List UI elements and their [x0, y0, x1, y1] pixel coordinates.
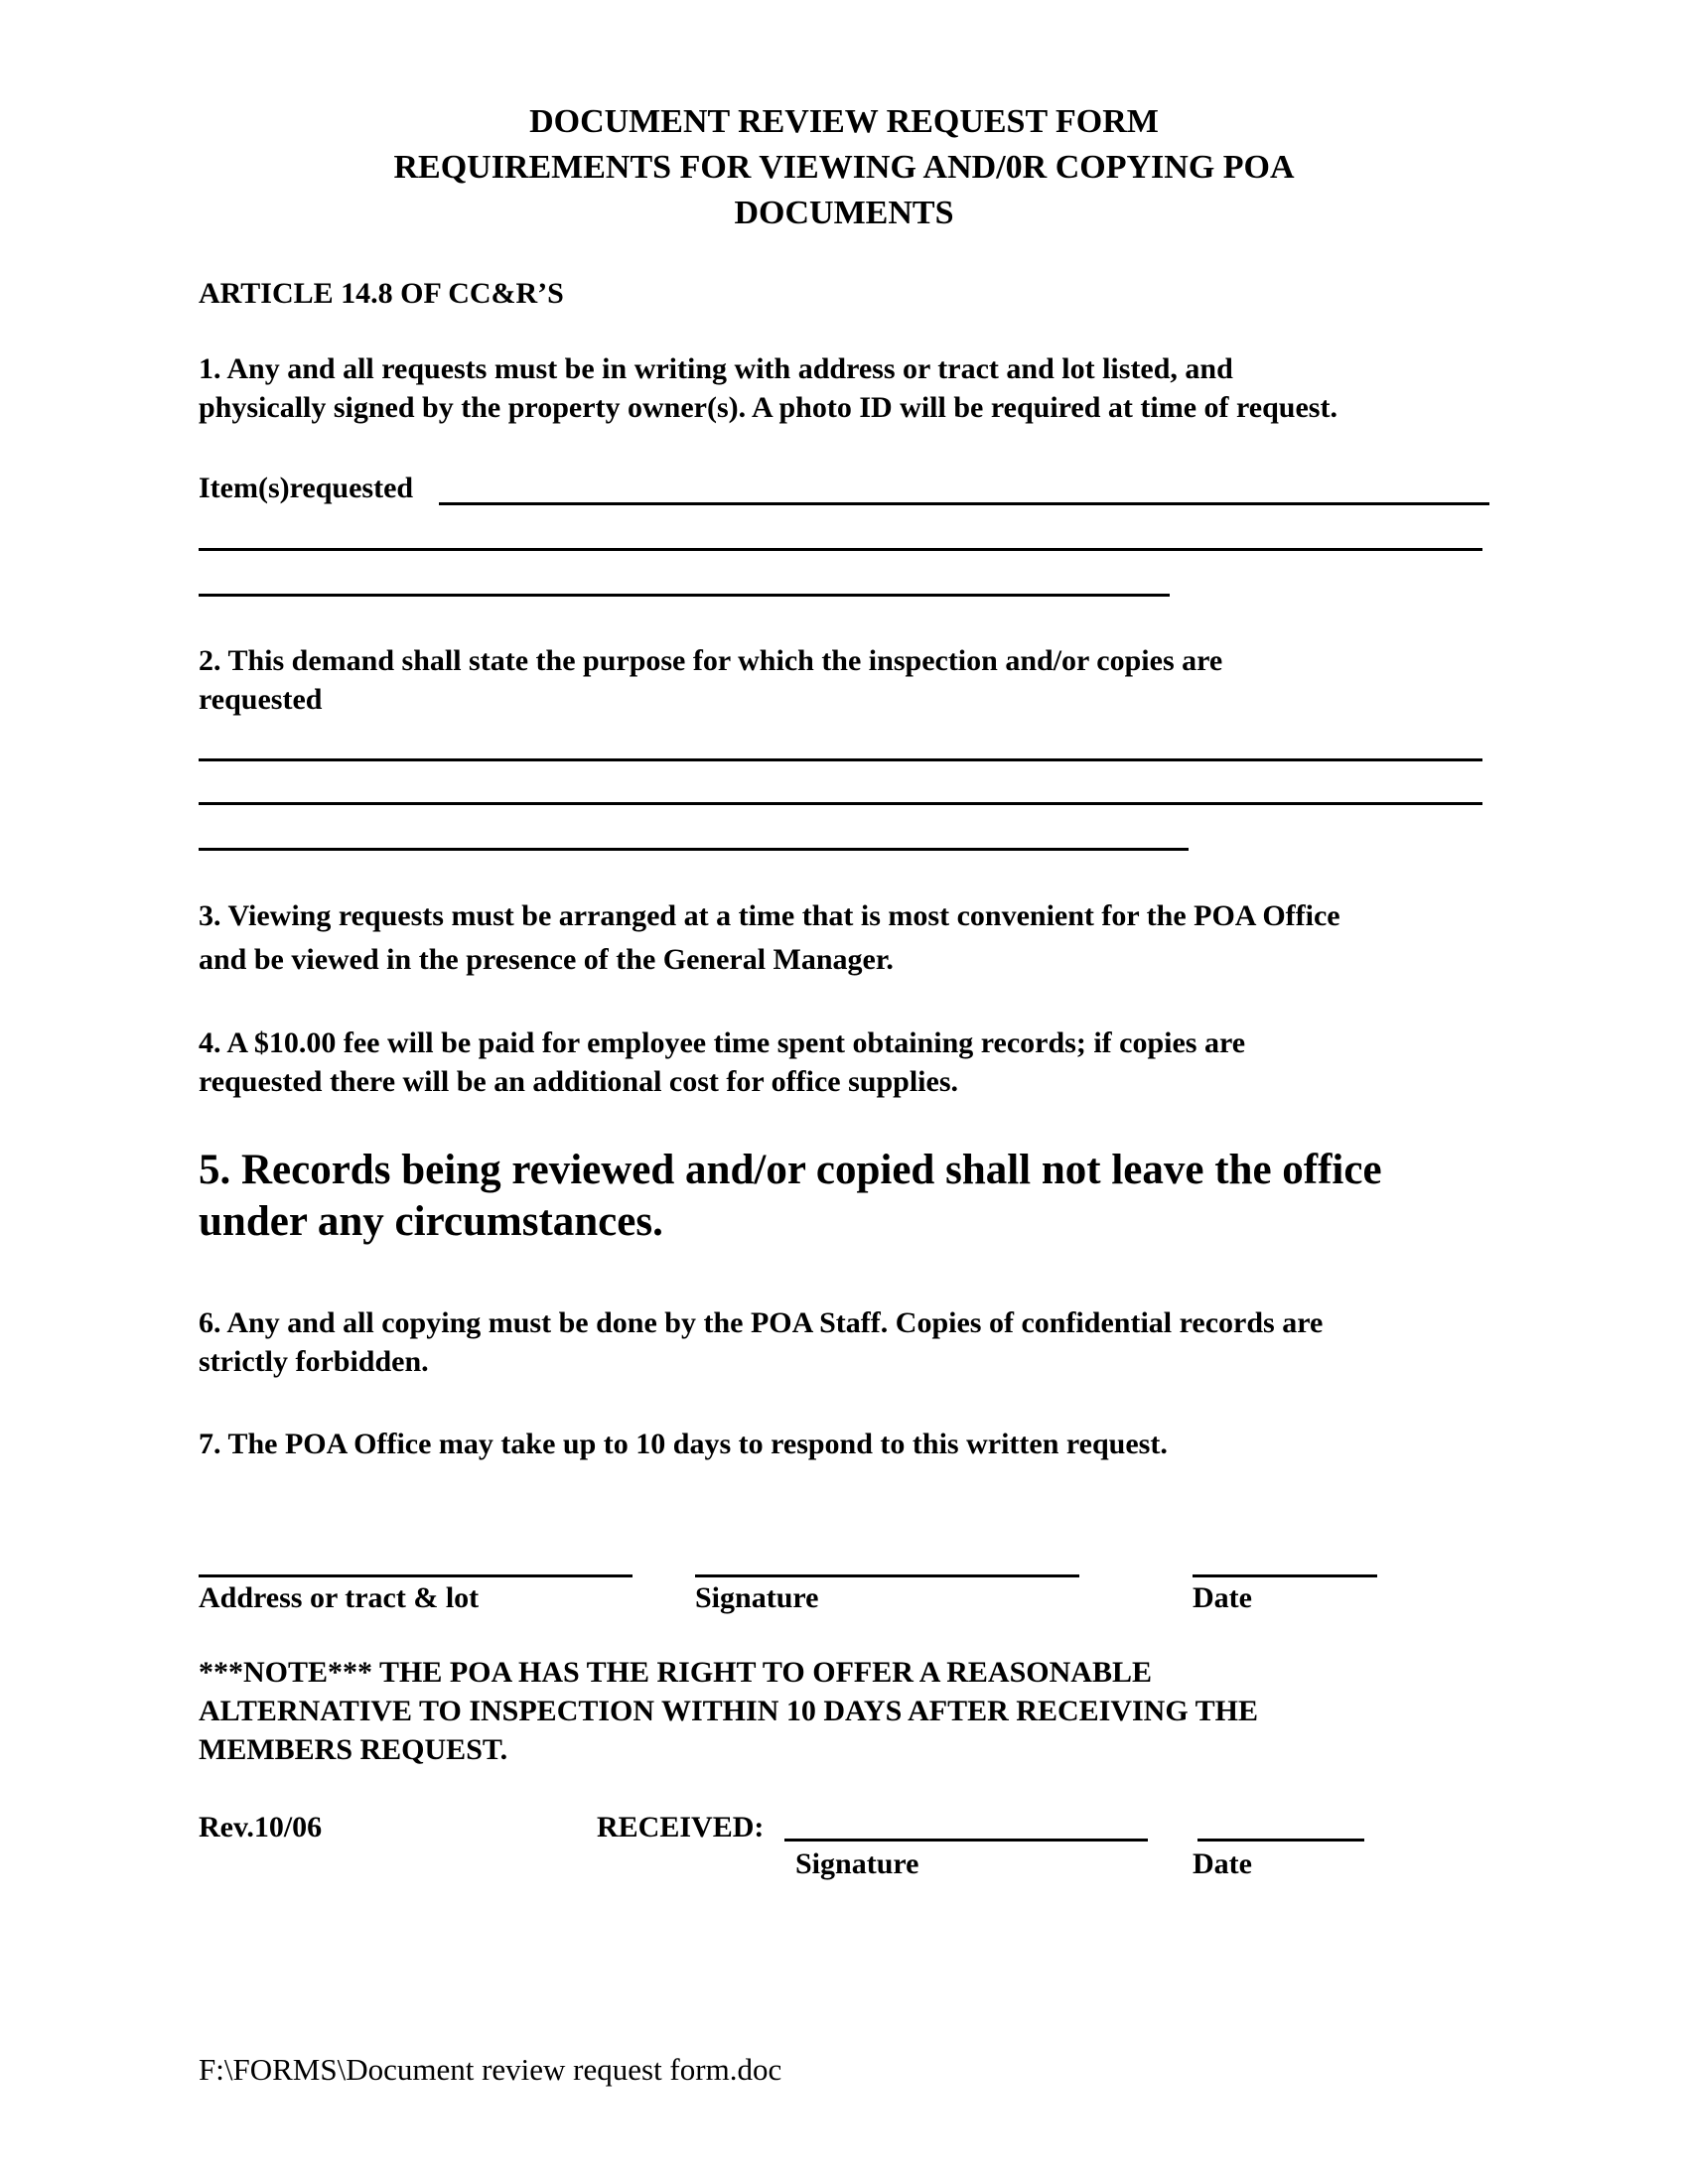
items-requested-field[interactable] [439, 502, 1489, 505]
item-6-text: 6. Any and all copying must be done by the POA Staff. Copies of confidential records are [199, 1306, 1324, 1339]
item-5-text-continued: under any circumstances. [199, 1198, 663, 1245]
form-subtitle-continued: DOCUMENTS [734, 195, 954, 231]
article-reference: ARTICLE 14.8 OF CC&R’S [199, 277, 564, 310]
signature-field[interactable] [695, 1574, 1079, 1577]
address-label: Address or tract & lot [199, 1581, 480, 1614]
received-date-label: Date [1193, 1847, 1252, 1880]
revision-label: Rev.10/06 [199, 1811, 323, 1843]
items-requested-label: Item(s)requested [199, 472, 414, 504]
form-subtitle: REQUIREMENTS FOR VIEWING AND/0R COPYING POA [393, 149, 1295, 186]
item-4-text: 4. A $10.00 fee will be paid for employee time spent obtaining records; if copies are [199, 1026, 1246, 1059]
signature-label: Signature [695, 1581, 819, 1614]
form-title: DOCUMENT REVIEW REQUEST FORM [529, 103, 1159, 140]
items-requested-field-line-2[interactable] [199, 548, 1482, 551]
items-requested-field-line-3[interactable] [199, 594, 1170, 597]
item-2-text: 2. This demand shall state the purpose for which the inspection and/or copies are [199, 644, 1223, 677]
item-2-text-continued: requested [199, 683, 323, 716]
received-signature-field[interactable] [784, 1839, 1148, 1842]
date-label: Date [1193, 1581, 1252, 1614]
item-6-text-continued: strictly forbidden. [199, 1345, 429, 1378]
note-text-continued: ALTERNATIVE TO INSPECTION WITHIN 10 DAYS AFTER RECEIVING THE [199, 1695, 1258, 1727]
item-3-text: 3. Viewing requests must be arranged at a time that is most convenient for the POA Office [199, 899, 1340, 932]
received-signature-label: Signature [795, 1847, 919, 1880]
item-1-text-continued: physically signed by the property owner(s). A photo ID will be required at time of request. [199, 391, 1337, 424]
item-7-text: 7. The POA Office may take up to 10 days to respond to this written request. [199, 1428, 1168, 1460]
received-label: RECEIVED: [597, 1811, 765, 1843]
item-5-text: 5. Records being reviewed and/or copied shall not leave the office [199, 1147, 1382, 1193]
purpose-field-line-2[interactable] [199, 802, 1482, 805]
file-path-footer: F:\FORMS\Document review request form.doc [199, 2052, 782, 2087]
purpose-field-line-3[interactable] [199, 848, 1189, 851]
item-1-text: 1. Any and all requests must be in writing with address or tract and lot listed, and [199, 352, 1233, 385]
purpose-field-line-1[interactable] [199, 758, 1482, 761]
item-4-text-continued: requested there will be an additional cost for office supplies. [199, 1065, 958, 1098]
item-3-text-continued: and be viewed in the presence of the General Manager. [199, 943, 894, 976]
received-date-field[interactable] [1197, 1839, 1364, 1842]
note-text-end: MEMBERS REQUEST. [199, 1733, 508, 1766]
date-field[interactable] [1193, 1574, 1377, 1577]
note-text: ***NOTE*** THE POA HAS THE RIGHT TO OFFER A REASONABLE [199, 1656, 1152, 1689]
address-field[interactable] [199, 1574, 633, 1577]
